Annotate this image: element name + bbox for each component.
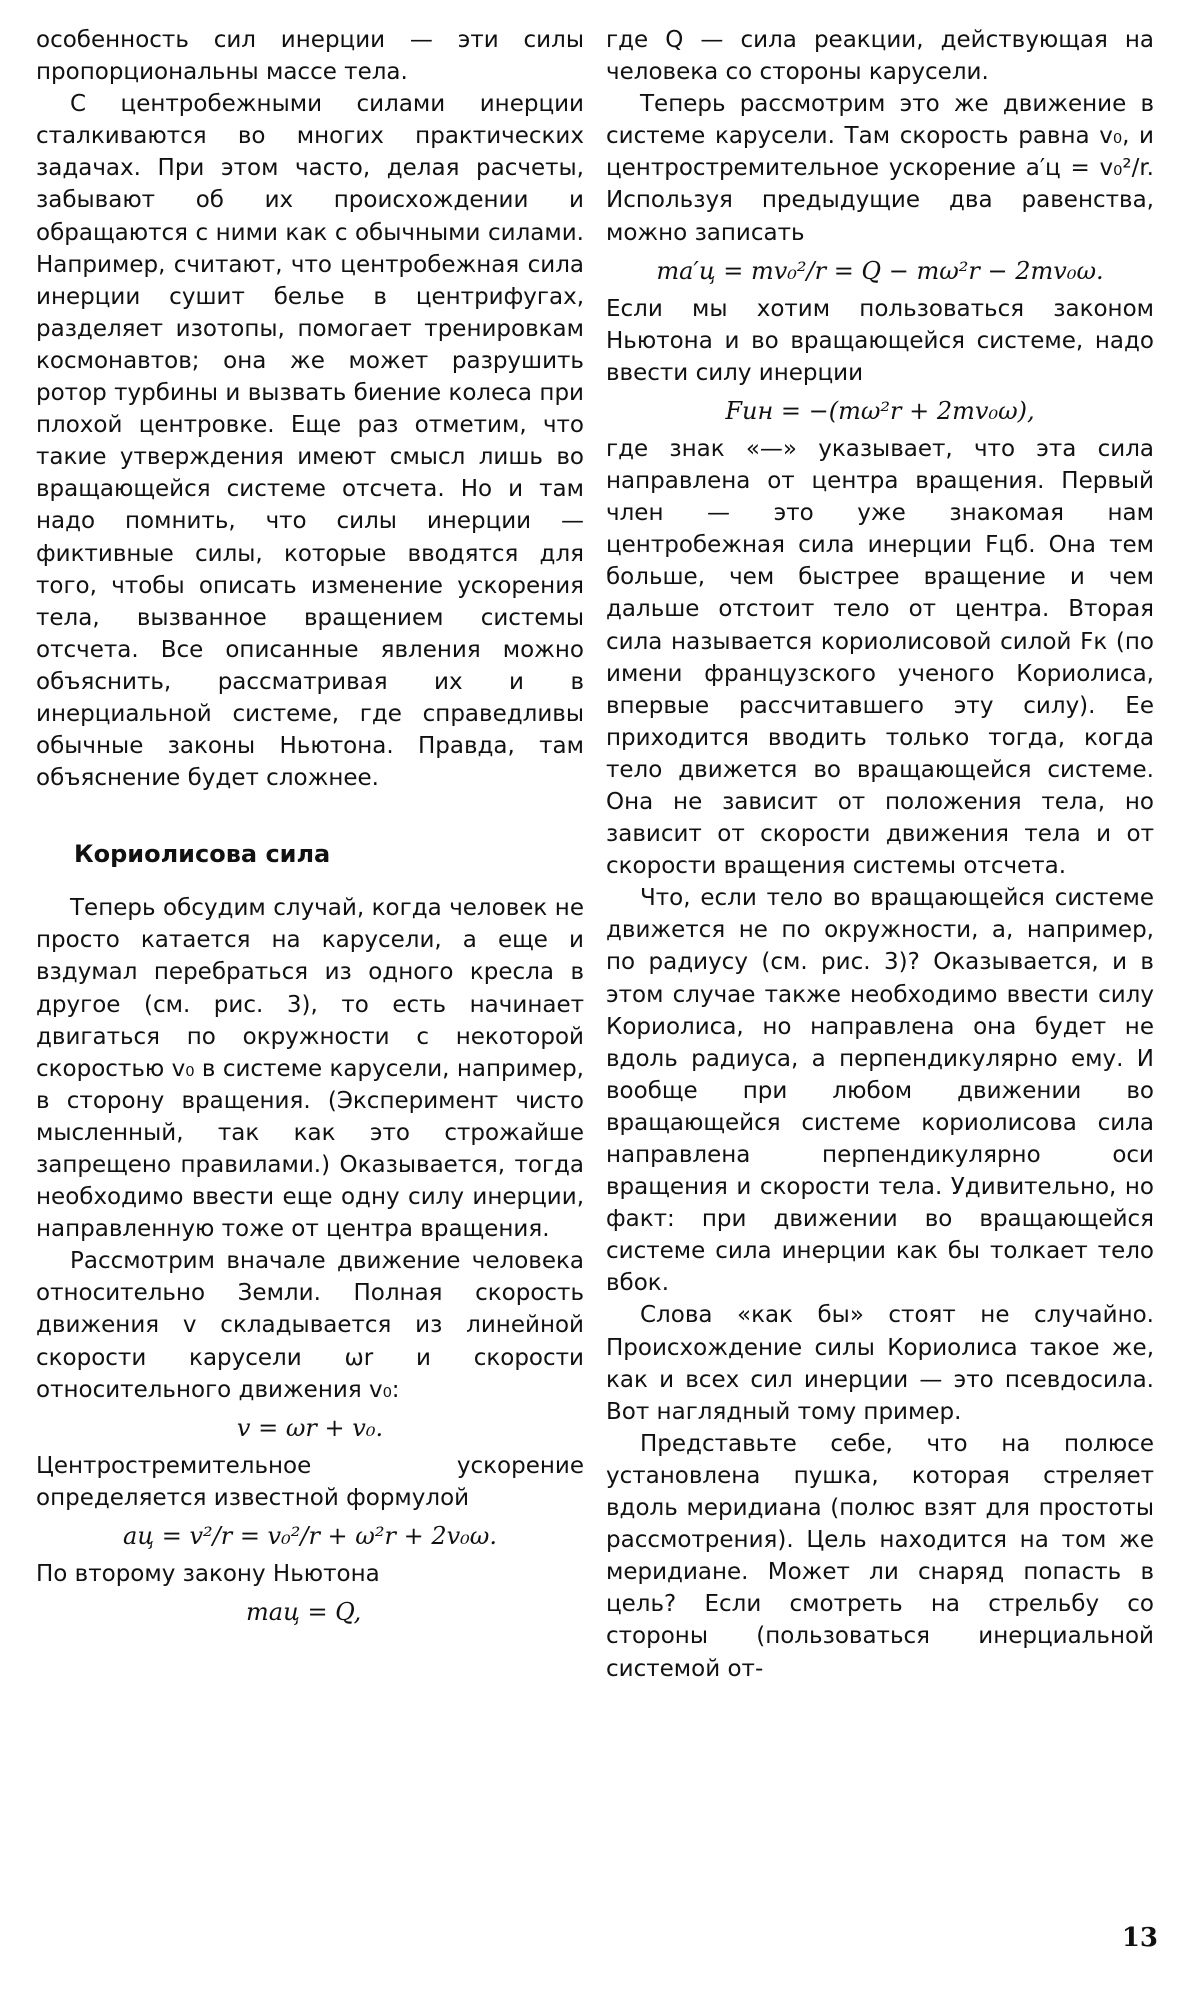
left-column xyxy=(36,24,584,1634)
paragraph: где Q — сила реакции, действующая на человека со стороны карусели. xyxy=(606,27,1154,86)
formula: maц = Q, xyxy=(246,1598,362,1627)
paragraph: Что, если тело во вращающейся системе движется не по окружности, а, например, по радиусу (см. рис. 3)? Оказывается, и в этом случае также необходимо ввести силу Кориолиса, но направлена она будет не вдоль радиуса, а перпендикулярно ему. И вообще при любом движении во вращающейся системе кориолисова сила направлена перпендикулярно оси вращения и скорости тела. Удивительно, но факт: при движении во вращающейся системе сила инерции как бы толкает тело вбок. xyxy=(606,885,1154,1297)
page-number: 13 xyxy=(1121,1923,1158,1953)
paragraph: Теперь рассмотрим это же движение в системе карусели. Там скорость равна v₀, и центростремительное ускорение a′ц = v₀²/r. Используя предыдущие два равенства, можно записать xyxy=(606,91,1154,246)
formula: aц = v²/r = v₀²/r + ω²r + 2v₀ω. xyxy=(123,1521,497,1550)
paragraph: Представьте себе, что на полюсе установлена пушка, которая стреляет вдоль меридиана (полюс взят для простоты рассмотрения). Цель находится на том же меридиане. Может ли снаряд попасть в цель? Если смотреть на стрельбу со стороны (пользоваться инерциальной системой от- xyxy=(606,1430,1154,1682)
formula: Fин = −(mω²r + 2mv₀ω), xyxy=(725,396,1035,425)
right-column xyxy=(606,24,1154,1685)
paragraph: Теперь обсудим случай, когда человек не просто катается на карусели, а еще и вздумал перебраться из одного кресла в другое (см. рис. 3), то есть начинает двигаться по окружности с некоторой скоростью v₀ в системе карусели, например, в сторону вращения. (Эксперимент чисто мысленный, так как это строжайше запрещено правилами.) Оказывается, тогда необходимо ввести еще одну силу инерции, направленную тоже от центра вращения. xyxy=(36,895,584,1243)
formula: v = ωr + v₀. xyxy=(236,1413,384,1442)
paragraph: Если мы хотим пользоваться законом Ньютона и во вращающейся системе, надо ввести силу инерции xyxy=(606,295,1154,386)
paragraph: По второму закону Ньютона xyxy=(36,1560,380,1587)
paragraph: Рассмотрим вначале движение человека относительно Земли. Полная скорость движения v складывается из линейной скорости карусели ωr и скорости относительного движения v₀: xyxy=(36,1248,584,1403)
section-heading: Кориолисова сила xyxy=(74,840,331,869)
paragraph: С центробежными силами инерции сталкиваются во многих практических задачах. При этом часто, делая расчеты, забывают об их происхождении и обращаются с ними как с обычными силами. Например, считают, что центробежная сила инерции сушит белье в центрифугах, разделяет изотопы, помогает тренировкам космонавтов; она же может разрушить ротор турбины и вызвать биение колеса при плохой центровке. Еще раз отметим, что такие утверждения имеют смысл лишь во вращающейся системе отсчета. Но и там надо помнить, что силы инерции — фиктивные силы, которые вводятся для того, чтобы описать изменение ускорения тела, вызванное вращением системы отсчета. Все описанные явления можно объяснить, рассматривая их и в инерциальной системе, где справедливы обычные законы Ньютона. Правда, там объяснение будет сложнее. xyxy=(36,91,584,792)
formula: ma′ц = mv₀²/r = Q − mω²r − 2mv₀ω. xyxy=(656,256,1104,285)
paragraph: Центростремительное ускорение определяется известной формулой xyxy=(36,1452,584,1511)
paragraph: Слова «как бы» стоят не случайно. Происхождение силы Кориолиса такое же, как и всех сил инерции — это псевдосила. Вот наглядный тому пример. xyxy=(606,1302,1154,1425)
paragraph: где знак «—» указывает, что эта сила направлена от центра вращения. Первый член — это уже знакомая нам центробежная сила инерции Fцб. Она тем больше, чем быстрее вращение и чем дальше отстоит тело от центра. Вторая сила называется кориолисовой силой Fк (по имени французского ученого Кориолиса, впервые рассчитавшего эту силу). Ее приходится вводить только тогда, когда тело движется во вращающейся системе. Она не зависит от положения тела, но зависит от скорости движения тела и от скорости вращения системы отсчета. xyxy=(606,435,1154,880)
paragraph: особенность сил инерции — эти силы пропорциональны массе тела. xyxy=(36,27,584,86)
